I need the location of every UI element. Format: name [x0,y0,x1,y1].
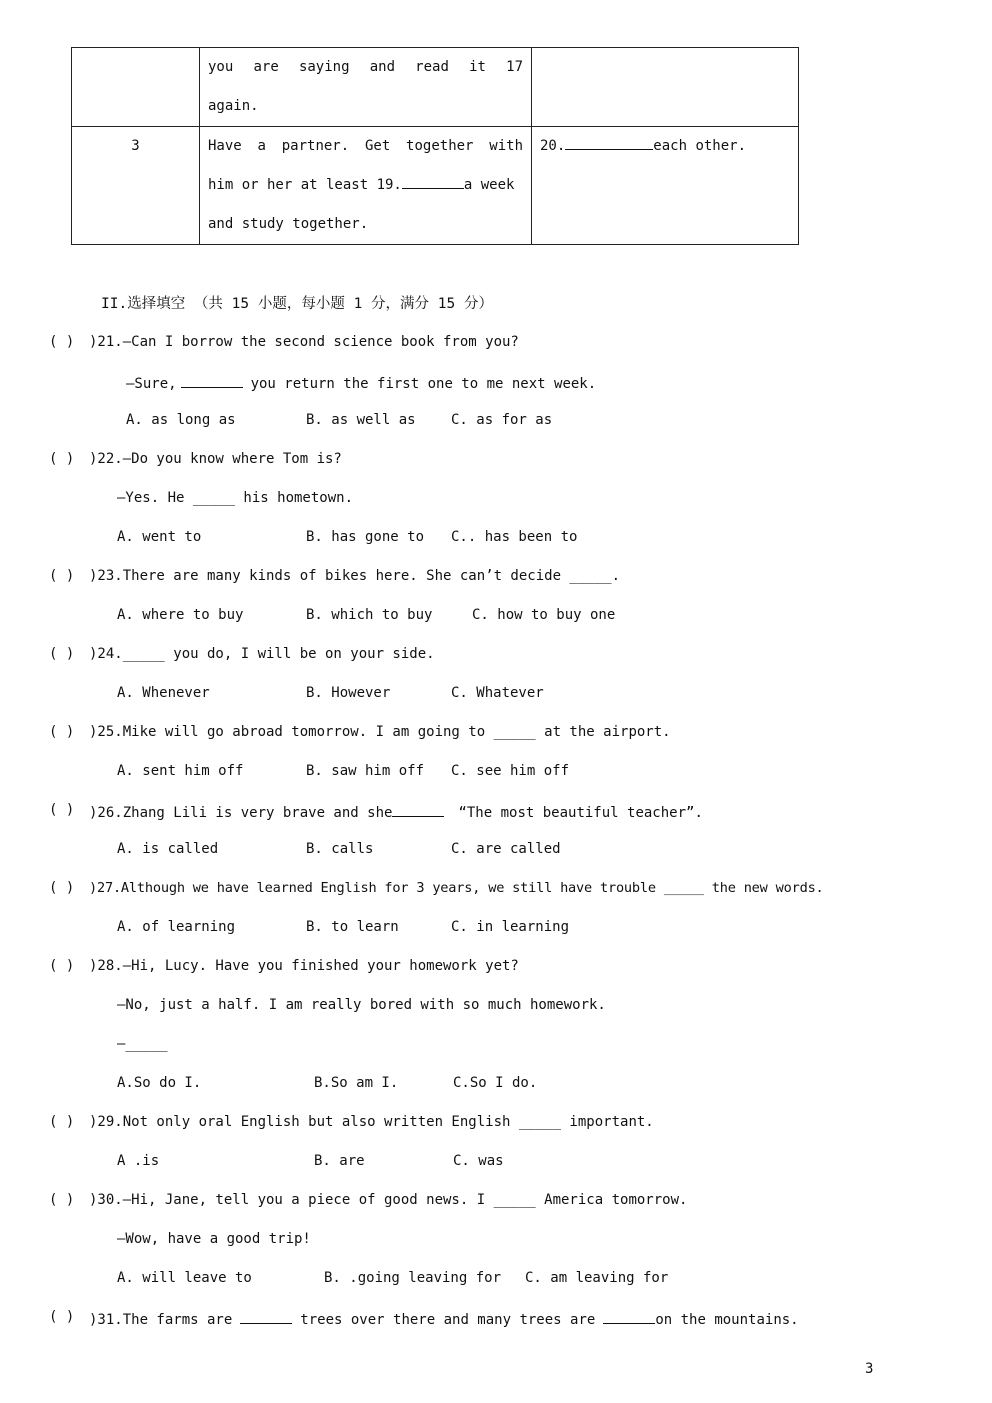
question-28-stem: )28.—Hi, Lucy. Have you finished your homework yet? [89,958,519,974]
option-c[interactable]: C.So I do. [453,1075,538,1091]
page-number: 3 [865,1361,874,1377]
answer-bracket-29[interactable]: ( ) [49,1114,75,1130]
method-cell [200,127,532,245]
question-27-stem: )27.Although we have learned English for 3 years, we still have trouble _____ the new words. [89,880,824,896]
answer-bracket-31[interactable]: ( ) [49,1309,75,1325]
answer-blank [240,1309,292,1324]
table-row [72,127,799,245]
answer-bracket-22[interactable]: ( ) [49,451,75,467]
result-cell [532,48,799,127]
question-22-stem: )22.—Do you know where Tom is? [89,451,342,467]
option-c[interactable]: C. see him off [451,763,570,779]
option-c[interactable]: C. was [453,1153,504,1169]
option-a[interactable]: A. of learning [117,919,236,935]
option-a[interactable]: A. is called [117,841,219,857]
option-a[interactable]: A. Whenever [117,685,210,701]
option-b[interactable]: B. as well as [306,412,416,428]
option-a[interactable]: A. will leave to [117,1270,252,1286]
row-number-cell: 3 [72,127,200,245]
answer-bracket-27[interactable]: ( ) [49,880,75,896]
option-c[interactable]: C.. has been to [451,529,578,545]
option-b[interactable]: B. are [314,1153,365,1169]
row-number-cell [72,48,200,127]
methods-table [71,47,799,245]
option-b[interactable]: B. which to buy [306,607,433,623]
answer-bracket-26[interactable]: ( ) [49,802,75,818]
question-29-stem: )29.Not only oral English but also written English _____ important. [89,1114,654,1130]
answer-blank [392,802,444,817]
answer-blank-20[interactable] [565,135,653,150]
result-cell: 20. each other. [532,127,799,245]
option-b[interactable]: B. to learn [306,919,399,935]
answer-bracket-28[interactable]: ( ) [49,958,75,974]
answer-bracket-23[interactable]: ( ) [49,568,75,584]
answer-bracket-24[interactable]: ( ) [49,646,75,662]
question-21-stem: )21.—Can I borrow the second science book from you? [89,334,519,350]
option-b[interactable]: B. has gone to [306,529,425,545]
answer-bracket-25[interactable]: ( ) [49,724,75,740]
option-a[interactable]: A.So do I. [117,1075,202,1091]
question-22-line2: —Yes. He _____ his hometown. [117,490,354,506]
answer-blank [181,373,243,388]
question-30-stem: )30.—Hi, Jane, tell you a piece of good news. I _____ America tomorrow. [89,1192,688,1208]
question-31-stem: )31.The farms are trees over there and many trees are on the mountains. [89,1309,799,1328]
option-b[interactable]: B.So am I. [314,1075,399,1091]
option-a[interactable]: A. sent him off [117,763,244,779]
section-title: II.选择填空 （共 15 小题，每小题 1 分，满分 15 分） [101,296,493,312]
question-26-stem: )26.Zhang Lili is very brave and she “The most beautiful teacher”. [89,802,703,821]
option-b[interactable]: B. However [306,685,391,701]
question-30-line2: —Wow, have a good trip! [117,1231,311,1247]
answer-bracket-21[interactable]: ( ) [49,334,75,350]
question-24-stem: )24._____ you do, I will be on your side. [89,646,435,662]
option-a[interactable]: A. where to buy [117,607,244,623]
method-line: you are saying and read it 17 [208,59,523,75]
option-b[interactable]: B. .going leaving for [324,1270,502,1286]
method-line: him or her at least 19. a week [208,166,523,205]
option-b[interactable]: B. calls [306,841,374,857]
option-b[interactable]: B. saw him off [306,763,425,779]
question-21-line2: —Sure, you return the first one to me next week. [126,373,596,392]
method-cell [200,48,532,127]
method-line: and study together. [208,216,369,232]
method-line: again. [208,98,259,114]
option-c[interactable]: C. as for as [451,412,553,428]
option-a[interactable]: A. went to [117,529,202,545]
question-23-stem: )23.There are many kinds of bikes here. She can’t decide _____. [89,568,621,584]
question-25-stem: )25.Mike will go abroad tomorrow. I am going to _____ at the airport. [89,724,671,740]
option-c[interactable]: C. in learning [451,919,570,935]
answer-blank-19[interactable] [402,174,464,189]
answer-bracket-30[interactable]: ( ) [49,1192,75,1208]
question-28-line3: —_____ [117,1036,168,1052]
table-row [72,48,799,127]
option-a[interactable]: A. as long as [126,412,236,428]
answer-blank [603,1309,655,1324]
option-c[interactable]: C. am leaving for [525,1270,669,1286]
method-line: Have a partner. Get together with [208,138,523,154]
question-28-line2: —No, just a half. I am really bored with so much homework. [117,997,606,1013]
option-a[interactable]: A .is [117,1153,160,1169]
option-c[interactable]: C. are called [451,841,561,857]
option-c[interactable]: C. Whatever [451,685,544,701]
option-c[interactable]: C. how to buy one [472,607,616,623]
